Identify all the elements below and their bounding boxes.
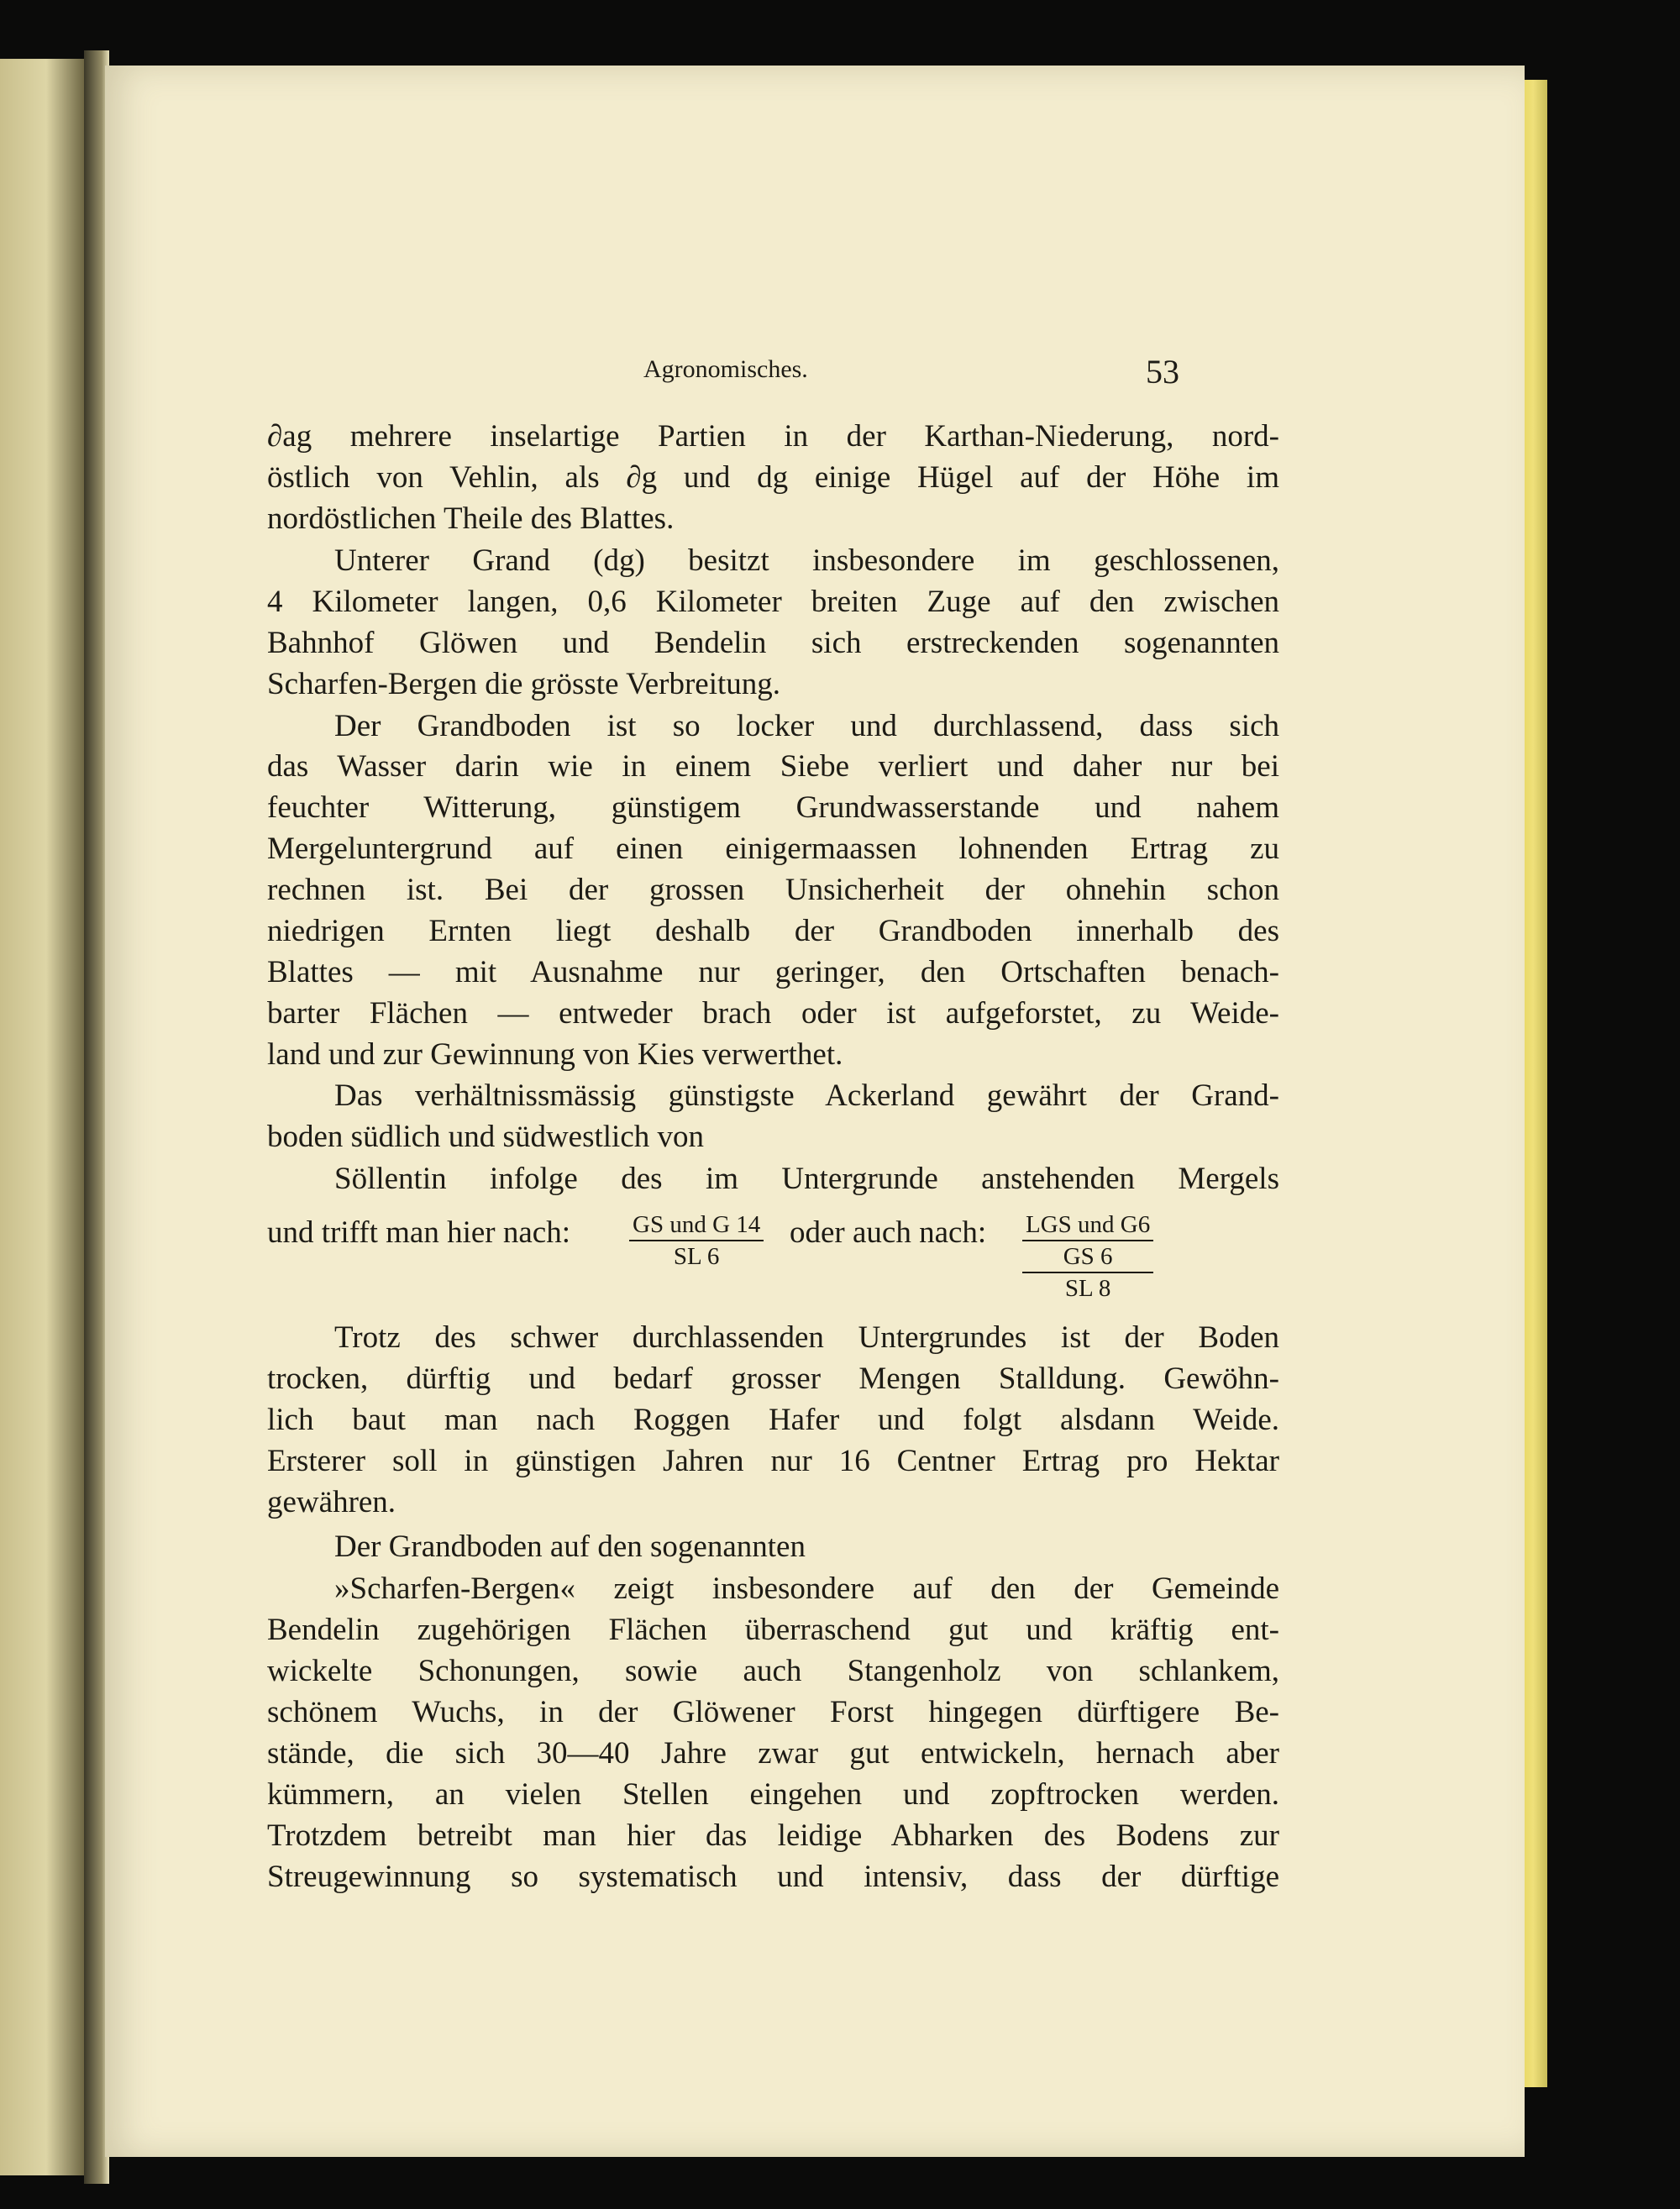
- book-page: [105, 66, 1525, 2157]
- text-line: Ersterer soll in günstigen Jahren nur 16 Centner Ertrag pro Hektar: [267, 1444, 1279, 1478]
- text-line: lich baut man nach Roggen Hafer und folgt alsdann Weide.: [267, 1403, 1279, 1437]
- text-line: Blattes — mit Ausnahme nur geringer, den Ortschaften benach-: [267, 955, 1279, 989]
- text-line: Unterer Grand (dg) besitzt insbesondere im geschlossenen,: [334, 543, 1279, 578]
- text-line: Streugewinnung so systematisch und intensiv, dass der dürftige: [267, 1860, 1279, 1894]
- text-line: Trotz des schwer durchlassenden Untergrundes ist der Boden: [334, 1320, 1279, 1355]
- text-line: 4 Kilometer langen, 0,6 Kilometer breiten Zuge auf den zwischen: [267, 585, 1279, 619]
- text-line: niedrigen Ernten liegt deshalb der Grandboden innerhalb des: [267, 914, 1279, 948]
- soil-formula-2: [1022, 1209, 1153, 1304]
- text-line: kümmern, an vielen Stellen eingehen und zopftrocken werden.: [267, 1777, 1279, 1812]
- text-line: Der Grandboden auf den sogenannten: [334, 1530, 806, 1564]
- running-title: Agronomisches.: [643, 355, 808, 383]
- text-line: Trotzdem betreibt man hier das leidige Abharken des Bodens zur: [267, 1818, 1279, 1853]
- text-line: Bendelin zugehörigen Flächen überraschend gut und kräftig ent-: [267, 1613, 1279, 1647]
- text-line: stände, die sich 30—40 Jahre zwar gut entwickeln, hernach aber: [267, 1736, 1279, 1771]
- text-line: schönem Wuchs, in der Glöwener Forst hingegen dürftigere Be-: [267, 1695, 1279, 1729]
- text-line: wickelte Schonungen, sowie auch Stangenholz von schlankem,: [267, 1654, 1279, 1688]
- text-line: und trifft man hier nach:: [267, 1215, 570, 1250]
- text-line: Bahnhof Glöwen und Bendelin sich erstreckenden sogenannten: [267, 626, 1279, 660]
- soil-formula-1: [629, 1209, 764, 1272]
- text-line: oder auch nach:: [790, 1215, 987, 1250]
- formula-2-middle: GS 6: [1063, 1243, 1113, 1270]
- text-line: trocken, dürftig und bedarf grosser Mengen Stalldung. Gewöhn-: [267, 1362, 1279, 1396]
- formula-2-bottom: SL 8: [1022, 1272, 1153, 1304]
- page-header: [105, 355, 1525, 406]
- text-line: östlich von Vehlin, als ∂g und dg einige Hügel auf der Höhe im: [267, 460, 1279, 495]
- text-line: land und zur Gewinnung von Kies verwerthet.: [267, 1037, 843, 1072]
- text-line: feuchter Witterung, günstigem Grundwasserstande und nahem: [267, 790, 1279, 825]
- text-line: Mergeluntergrund auf einen einigermaassen lohnenden Ertrag zu: [267, 832, 1279, 866]
- formula-1-denominator: SL 6: [673, 1243, 720, 1270]
- left-page-edge: [0, 59, 84, 2175]
- text-line: gewähren.: [267, 1485, 396, 1519]
- text-line: Scharfen-Bergen die grösste Verbreitung.: [267, 667, 781, 701]
- text-line: rechnen ist. Bei der grossen Unsicherheit der ohnehin schon: [267, 873, 1279, 907]
- formula-2-top: LGS und G6: [1022, 1209, 1153, 1241]
- text-line: »Scharfen-Bergen« zeigt insbesondere auf den der Gemeinde: [334, 1571, 1279, 1606]
- text-line: boden südlich und südwestlich von: [267, 1120, 705, 1154]
- text-line: Der Grandboden ist so locker und durchlassend, dass sich: [334, 709, 1279, 743]
- text-line: nordöstlichen Theile des Blattes.: [267, 501, 675, 536]
- text-line: Söllentin infolge des im Untergrunde anstehenden Mergels: [334, 1162, 1279, 1196]
- formula-1-numerator: GS und G 14: [629, 1209, 764, 1241]
- text-line: barter Flächen — entweder brach oder ist aufgeforstet, zu Weide-: [267, 996, 1279, 1031]
- text-line: Das verhältnissmässig günstigste Ackerland gewährt der Grand-: [334, 1078, 1279, 1113]
- page-number: 53: [1146, 353, 1179, 391]
- text-line: das Wasser darin wie in einem Siebe verliert und daher nur bei: [267, 749, 1279, 784]
- text-line: ∂ag mehrere inselartige Partien in der Karthan-Niederung, nord-: [267, 419, 1279, 454]
